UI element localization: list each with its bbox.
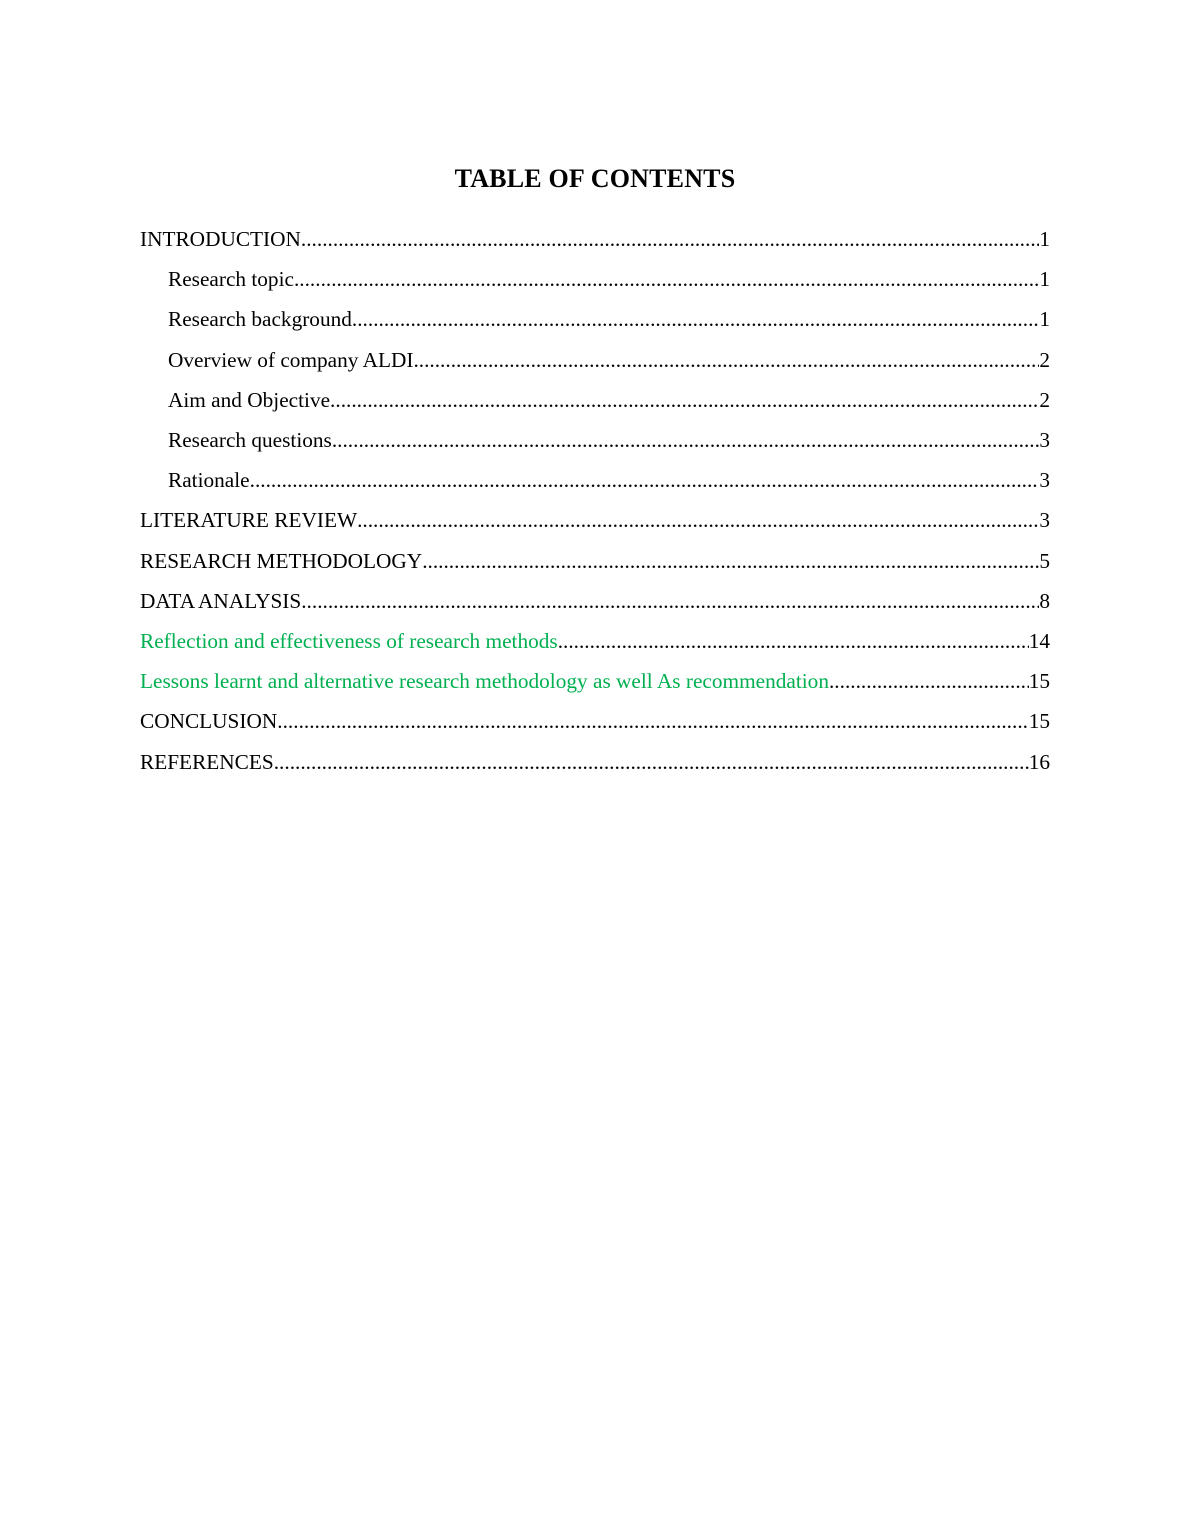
- toc-entry-references[interactable]: [140, 741, 1050, 781]
- toc-entry-label: Aim and Objective: [168, 387, 331, 412]
- toc-dot-leader: [413, 344, 1039, 376]
- toc-dot-leader: [332, 424, 1040, 456]
- toc-dot-leader: [558, 625, 1029, 657]
- toc-entry-data-analysis[interactable]: [140, 581, 1050, 621]
- toc-entry-label: Reflection and effectiveness of research methods: [140, 628, 558, 653]
- toc-dot-leader: [301, 223, 1039, 255]
- toc-page-number: 3: [1039, 468, 1050, 493]
- toc-entry-aim-objective[interactable]: [140, 380, 1050, 420]
- toc-entry-research-background[interactable]: [140, 299, 1050, 339]
- toc-entry-label: INTRODUCTION: [140, 227, 301, 252]
- toc-dot-leader: [277, 705, 1028, 737]
- toc-entry-conclusion[interactable]: [140, 701, 1050, 741]
- toc-entry-label: Research questions: [168, 428, 332, 453]
- toc-entry-label: RESEARCH METHODOLOGY: [140, 548, 423, 573]
- toc-entry-label: LITERATURE REVIEW: [140, 508, 358, 533]
- toc-entry-label: Research topic: [168, 267, 294, 292]
- toc-entry-label: DATA ANALYSIS: [140, 588, 302, 613]
- toc-entry-label: Research background: [168, 307, 352, 332]
- toc-entry-literature-review[interactable]: [140, 500, 1050, 540]
- toc-page-number: 1: [1039, 267, 1050, 292]
- toc-page-number: 3: [1039, 508, 1050, 533]
- toc-entry-label: Lessons learnt and alternative research methodology as well As recommendation: [140, 669, 829, 694]
- toc-dot-leader: [330, 384, 1039, 416]
- toc-list: [140, 219, 1050, 782]
- toc-entry-label: Overview of company ALDI: [168, 347, 414, 372]
- toc-page-number: 14: [1028, 628, 1050, 653]
- toc-entry-rationale[interactable]: [140, 460, 1050, 500]
- toc-page-number: 8: [1039, 588, 1050, 613]
- toc-dot-leader: [301, 585, 1039, 617]
- toc-page-number: 2: [1039, 347, 1050, 372]
- toc-dot-leader: [357, 504, 1039, 536]
- toc-title: TABLE OF CONTENTS: [454, 164, 736, 193]
- toc-entry-overview-aldi[interactable]: [140, 340, 1050, 380]
- toc-entry-lessons-learnt[interactable]: [140, 661, 1050, 701]
- toc-entry-research-topic[interactable]: [140, 259, 1050, 299]
- toc-dot-leader: [274, 746, 1029, 778]
- toc-entry-label: Rationale: [168, 468, 250, 493]
- toc-entry-reflection[interactable]: [140, 621, 1050, 661]
- toc-entry-research-methodology[interactable]: [140, 541, 1050, 581]
- toc-page-number: 3: [1039, 428, 1050, 453]
- toc-page-number: 2: [1039, 387, 1050, 412]
- toc-page-number: 5: [1039, 548, 1050, 573]
- toc-entry-introduction[interactable]: [140, 219, 1050, 259]
- toc-dot-leader: [829, 665, 1029, 697]
- toc-page-number: 1: [1039, 307, 1050, 332]
- toc-page-number: 15: [1028, 709, 1050, 734]
- toc-dot-leader: [294, 263, 1039, 295]
- toc-dot-leader: [422, 545, 1039, 577]
- toc-entry-research-questions[interactable]: [140, 420, 1050, 460]
- toc-entry-label: CONCLUSION: [140, 709, 278, 734]
- toc-page-number: 1: [1039, 227, 1050, 252]
- toc-page-number: 15: [1028, 669, 1050, 694]
- toc-page-number: 16: [1028, 749, 1050, 774]
- toc-dot-leader: [352, 303, 1039, 335]
- toc-dot-leader: [250, 464, 1040, 496]
- toc-entry-label: REFERENCES: [140, 749, 274, 774]
